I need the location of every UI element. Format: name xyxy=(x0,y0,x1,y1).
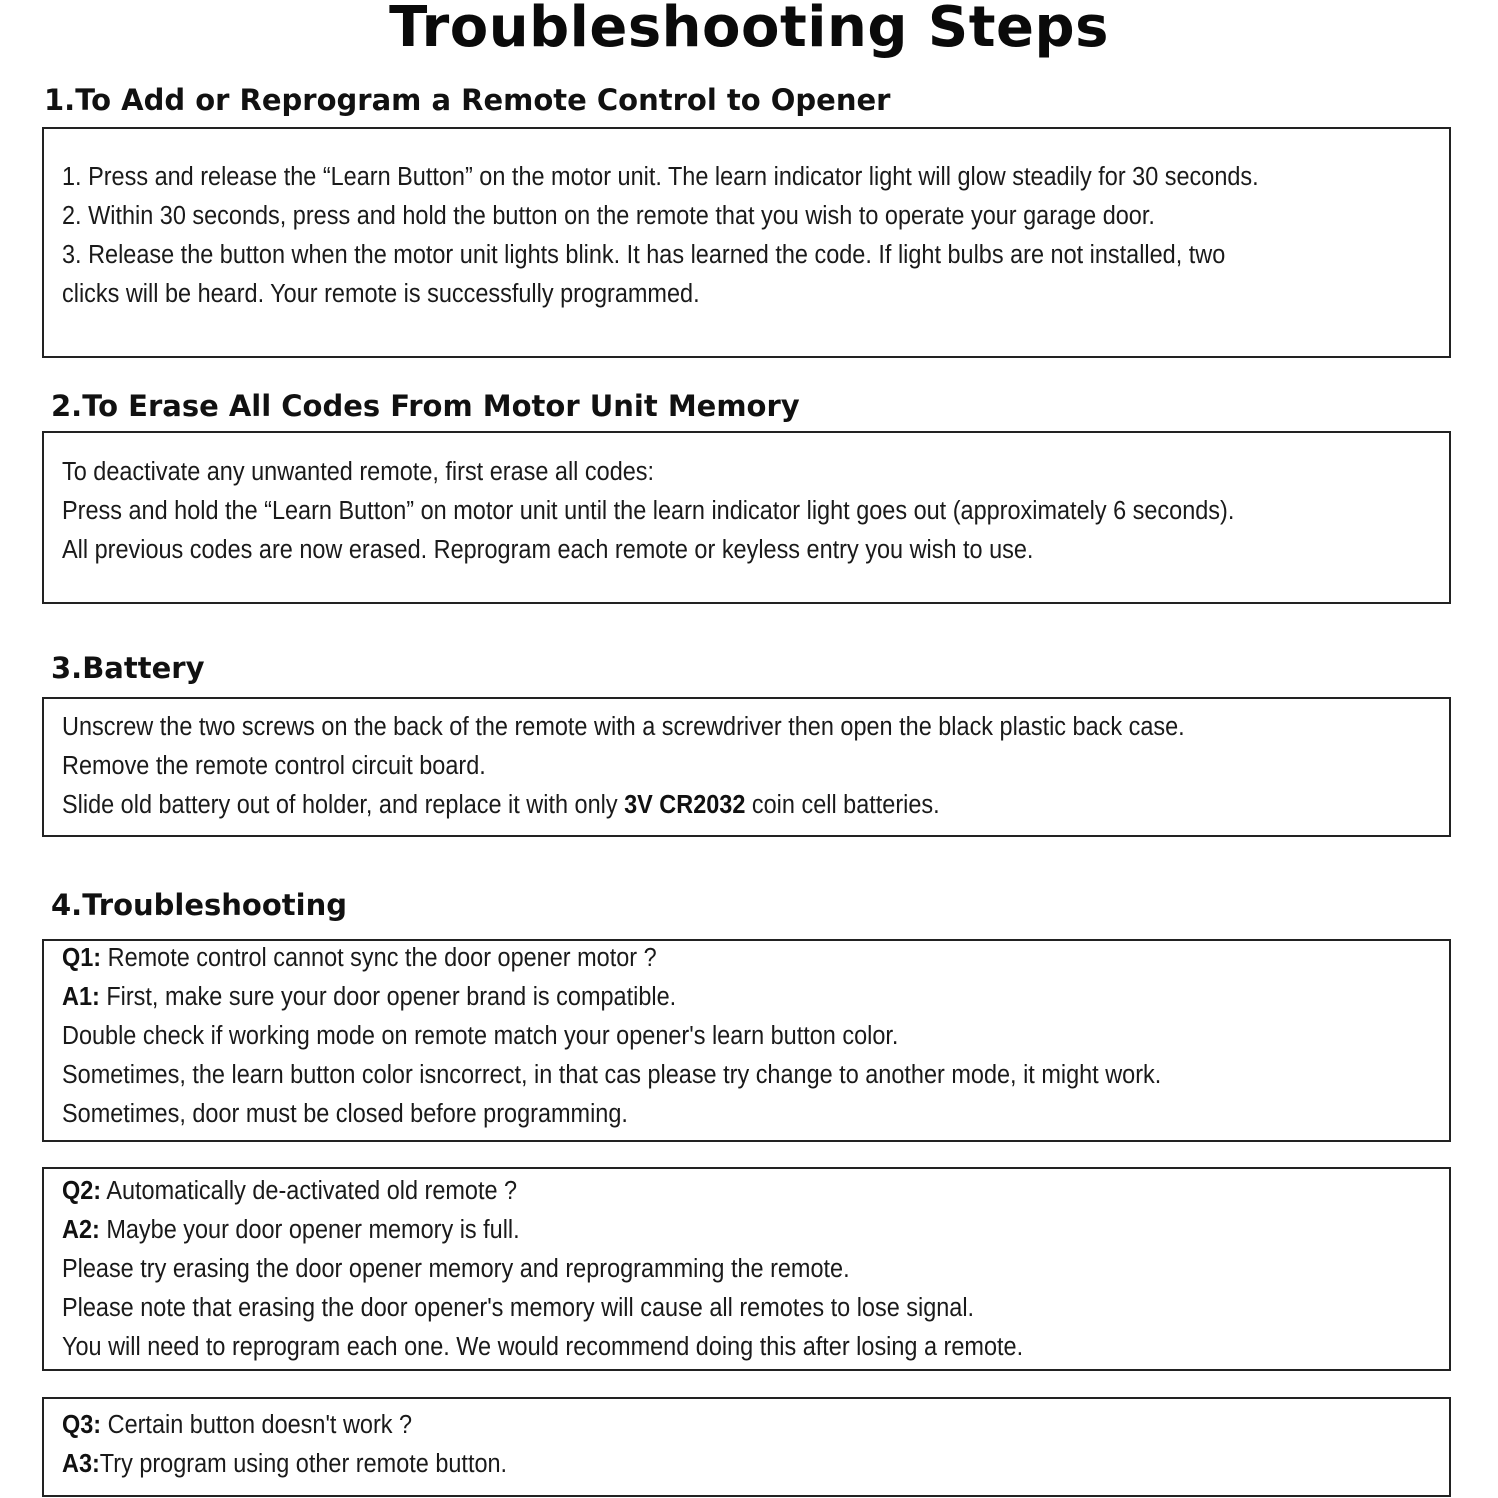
a2-label: A2: xyxy=(62,1216,100,1244)
faq-q2-box xyxy=(42,1167,1451,1371)
faq-q2-detail-3: You will need to reprogram each one. We would recommend doing this after losing a remote. xyxy=(62,1333,1024,1361)
battery-line-3 xyxy=(62,786,1329,825)
faq-q1-detail-3: Sometimes, door must be closed before programming. xyxy=(62,1100,628,1128)
q3-label: Q3: xyxy=(62,1411,102,1439)
faq-q1-box xyxy=(42,939,1451,1142)
faq-q3-answer xyxy=(62,1445,1329,1484)
battery-type-label: 3V CR2032 xyxy=(624,791,746,819)
battery-line-1: Unscrew the two screws on the back of the remote with a screwdriver then open the black plastic back case. xyxy=(62,713,1185,741)
faq-q1-detail-1: Double check if working mode on remote match your opener's learn button color. xyxy=(62,1022,899,1050)
q2-text: Automatically de-activated old remote ? xyxy=(101,1177,518,1205)
section-heading-add-remote: 1.To Add or Reprogram a Remote Control to Opener xyxy=(44,83,891,117)
faq-q1-question xyxy=(62,939,1329,978)
section-heading-troubleshooting: 4.Troubleshooting xyxy=(51,888,347,922)
page-title: Troubleshooting Steps xyxy=(389,0,1109,60)
erase-line-1: To deactivate any unwanted remote, first erase all codes: xyxy=(62,458,655,486)
faq-q1-answer xyxy=(62,978,1329,1017)
erase-line-3: All previous codes are now erased. Reprogram each remote or keyless entry you wish to use. xyxy=(62,536,1034,564)
q1-text: Remote control cannot sync the door opener motor ? xyxy=(101,944,657,972)
q3-text: Certain button doesn't work ? xyxy=(101,1411,413,1439)
erase-codes-box xyxy=(42,431,1451,604)
add-step-3-continued: clicks will be heard. Your remote is successfully programmed. xyxy=(62,280,700,308)
a2-text: Maybe your door opener memory is full. xyxy=(99,1216,520,1244)
q2-label: Q2: xyxy=(62,1177,102,1205)
faq-q2-question xyxy=(62,1172,1329,1211)
section-heading-erase-codes: 2.To Erase All Codes From Motor Unit Memory xyxy=(51,389,800,423)
faq-q3-box xyxy=(42,1397,1451,1497)
add-remote-box xyxy=(42,127,1451,358)
a3-label: A3: xyxy=(62,1450,100,1478)
battery-box xyxy=(42,697,1451,837)
a3-text: Try program using other remote button. xyxy=(99,1450,508,1478)
add-step-2: 2. Within 30 seconds, press and hold the button on the remote that you wish to operate your garage door. xyxy=(62,202,1155,230)
battery-line-3-suffix: coin cell batteries. xyxy=(745,791,940,819)
q1-label: Q1: xyxy=(62,944,102,972)
faq-q3-question xyxy=(62,1406,1329,1445)
a1-text: First, make sure your door opener brand is compatible. xyxy=(99,983,677,1011)
battery-line-3-prefix: Slide old battery out of holder, and replace it with only xyxy=(62,791,625,819)
faq-q2-detail-2: Please note that erasing the door opener's memory will cause all remotes to lose signal. xyxy=(62,1294,975,1322)
a1-label: A1: xyxy=(62,983,100,1011)
section-heading-battery: 3.Battery xyxy=(51,651,205,685)
add-step-3: 3. Release the button when the motor unit lights blink. It has learned the code. If light bulbs are not installed, two xyxy=(62,241,1226,269)
faq-q2-answer xyxy=(62,1211,1329,1250)
add-step-1: 1. Press and release the “Learn Button” on the motor unit. The learn indicator light will glow steadily for 30 seconds. xyxy=(62,163,1259,191)
faq-q2-detail-1: Please try erasing the door opener memory and reprogramming the remote. xyxy=(62,1255,850,1283)
erase-line-2: Press and hold the “Learn Button” on motor unit until the learn indicator light goes out (approximately 6 seconds). xyxy=(62,497,1235,525)
faq-q1-detail-2: Sometimes, the learn button color isncorrect, in that cas please try change to another mode, it might work. xyxy=(62,1061,1162,1089)
battery-line-2: Remove the remote control circuit board. xyxy=(62,752,486,780)
